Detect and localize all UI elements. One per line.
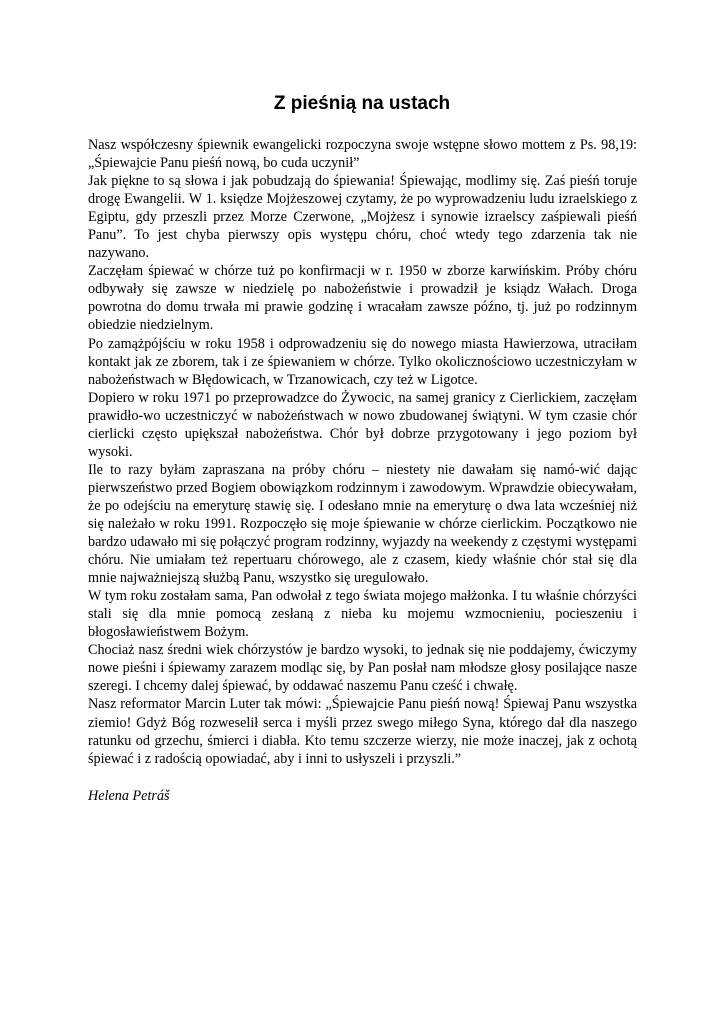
paragraph: Nasz reformator Marcin Luter tak mówi: „Śpiewajcie Panu pieśń nową! Śpiewaj Panu wszystka ziemio! Gdyż Bóg rozweselił serca i myśli przez swego miłego Syna, którego dał dla naszego ratunku od grzechu, śmierci i diabła. Kto temu szczerze wierzy, nie może inaczej, jak z ochotą śpiewać i z radością opowiadać, aby i inni to usłyszeli i przyszli.” <box>88 696 637 767</box>
document-title: Z pieśnią na ustach <box>273 93 451 114</box>
article-body <box>88 136 637 805</box>
author-signature: Helena Petráš <box>88 787 170 804</box>
paragraph: Ile to razy byłam zapraszana na próby chóru – niestety nie dawałam się namó-wić dając pierwszeństwo przed Bogiem obowiązkom rodzinnym i zawodowym. Wprawdzie obiecywałam, że po odejściu na emeryturę stawię się. I odesłano mnie na emeryturę o dwa lata wcześniej niż się należało w roku 1991. Rozpoczęło się moje śpiewanie w chórze cierlickim. Początkowo nie bardzo udawało mi się połączyć program rodzinny, wyjazdy na weekendy z częstymi występami chóru. Nie umiałam też repertuaru chórowego, ale z czasem, kiedy właśnie chór stał się dla mnie najważniejszą służbą Panu, wszystko się uregulowało. <box>88 461 637 587</box>
paragraph: Nasz współczesny śpiewnik ewangelicki rozpoczyna swoje wstępne słowo mottem z Ps. 98,19: „Śpiewajcie Panu pieśń nową, bo cuda uczynił” <box>88 137 637 172</box>
paragraph: Dopiero w roku 1971 po przeprowadzce do Żywocic, na samej granicy z Cierlickiem, zaczęłam prawidło-wo uczestniczyć w nabożeństwach w nowo zbudowanej świątyni. W tym czasie chór cierlicki często upiększał nabożeństwa. Chór był dobrze przygotowany i jego poziom był wysoki. <box>88 389 637 460</box>
paragraph: Po zamążpójściu w roku 1958 i odprowadzeniu się do nowego miasta Hawierzowa, utraciłam kontakt jak ze zborem, tak i ze śpiewaniem w chórze. Tylko okolicznościowo uczestniczyłam w nabożeństwach w Błędowicach, w Trzanowicach, czy też w Ligotce. <box>88 335 637 388</box>
paragraph: Jak piękne to są słowa i jak pobudzają do śpiewania! Śpiewając, modlimy się. Zaś pieśń toruje drogę Ewangelii. W 1. księdze Mojżeszowej czytamy, że po wyprowadzeniu ludu izraelskiego z Egiptu, gdy przeszli przez Morze Czerwone, „Mojżesz i synowie izraelscy zaśpiewali pieśń Panu”. To jest chyba pierwszy opis występu chóru, choć wtedy tego zdarzenia tak nie nazywano. <box>88 173 637 262</box>
paragraph: Zaczęłam śpiewać w chórze tuż po konfirmacji w r. 1950 w zborze karwińskim. Próby chóru odbywały się zawsze w niedzielę po nabożeństwie i prowadził je ksiądz Wałach. Droga powrotna do domu trwała mi prawie godzinę i wracałam zawsze późno, tj. już po rodzinnym obiedzie niedzielnym. <box>88 263 637 334</box>
paragraph: W tym roku zostałam sama, Pan odwołał z tego świata mojego małżonka. I tu właśnie chórzyści stali się dla mnie pomocą zesłaną z nieba ku mojemu wzmocnieniu, pocieszeniu i błogosławieństwem Bożym. <box>88 588 637 641</box>
paragraph: Chociaż nasz średni wiek chórzystów je bardzo wysoki, to jednak się nie poddajemy, ćwiczymy nowe pieśni i śpiewamy zarazem modląc się, by Pan posłał nam młodsze głosy posilające nasze szeregi. I chcemy dalej śpiewać, by oddawać naszemu Panu cześć i chwałę. <box>88 642 637 695</box>
